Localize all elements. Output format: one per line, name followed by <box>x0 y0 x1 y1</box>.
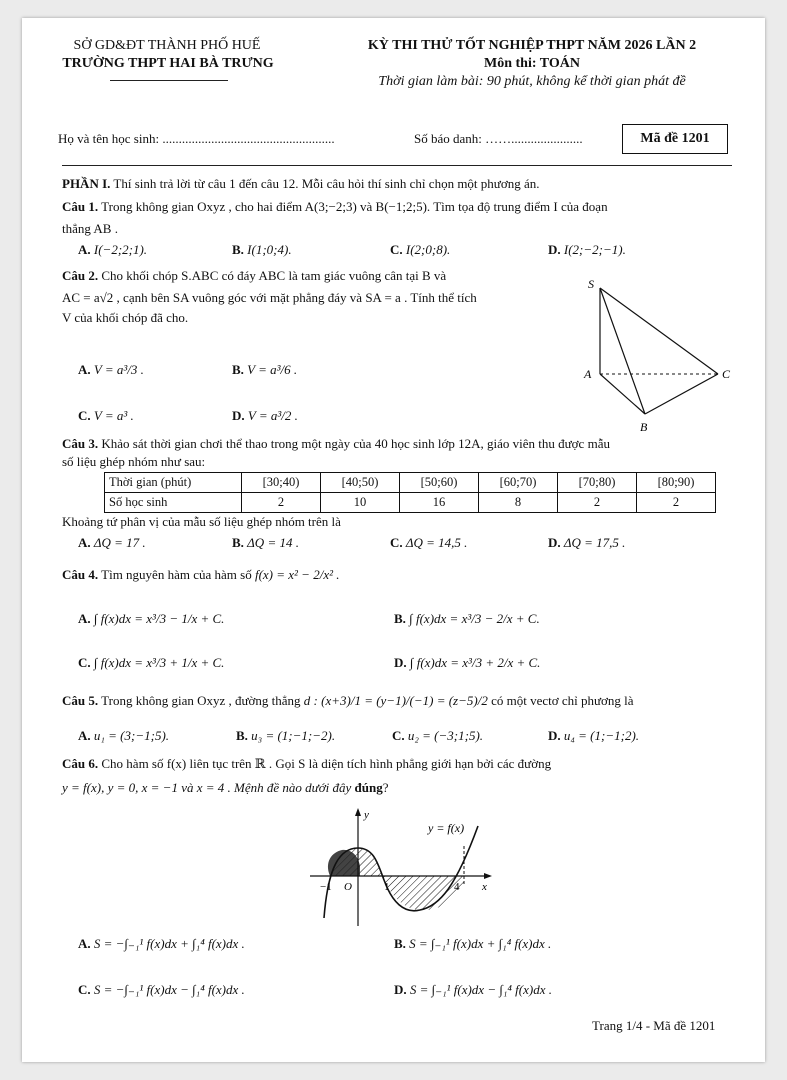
q3-option-b: B. ΔQ = 14 . <box>232 535 299 550</box>
table-cell: 16 <box>400 493 479 513</box>
q1-stem: Trong không gian Oxyz , cho hai điểm A(3;−2;3) và B(−1;2;5). Tìm tọa độ trung điểm I của đoạn <box>101 199 608 214</box>
q5-option-b: B. u₃ = (1;−1;−2). <box>236 728 336 743</box>
q5-line-equation: d : (x+3)/1 = (y−1)/(−1) = (z−5)/2 <box>303 693 488 708</box>
q3-stem-cont: số liệu ghép nhóm như sau: <box>62 454 206 469</box>
student-name-field: Họ và tên học sinh: ..................................................... <box>58 131 335 146</box>
vertex-a-label: A <box>584 367 592 381</box>
origin-label: O <box>344 881 352 893</box>
q3-option-d: D. ΔQ = 17,5 . <box>548 535 626 550</box>
table-cell: [30;40) <box>242 473 321 493</box>
q3-question: Khoảng tứ phân vị của mẫu số liệu ghép nhóm trên là <box>62 514 341 529</box>
page-footer: Trang 1/4 - Mã đề 1201 <box>592 1018 716 1033</box>
q1-option-a: A. I(−2;2;1). <box>78 242 148 257</box>
table-cell: 2 <box>242 493 321 513</box>
duration: Thời gian làm bài: 90 phút, không kể thời gian phát đề <box>378 74 686 89</box>
q2-text <box>62 268 446 284</box>
q4-label: Câu 4. <box>62 567 99 582</box>
table-cell: [50;60) <box>400 473 479 493</box>
table-row <box>105 493 716 513</box>
q5-stem-cont: có một vectơ chỉ phương là <box>491 693 634 708</box>
q3-label: Câu 3. <box>62 436 99 451</box>
table-cell: [60;70) <box>479 473 558 493</box>
q5-stem: Trong không gian Oxyz , đường thẳng <box>101 693 301 708</box>
q4-function: f(x) = x² − 2/x² . <box>254 567 340 582</box>
header-underline <box>110 80 228 81</box>
table-cell: [40;50) <box>321 473 400 493</box>
pyramid-figure <box>570 274 740 446</box>
exam-code-box: Mã đề 1201 <box>622 124 728 154</box>
q1-label: Câu 1. <box>62 199 99 214</box>
q2-stem-cont2: V của khối chóp đã cho. <box>62 310 189 325</box>
q3-option-c: C. ΔQ = 14,5 . <box>390 535 468 550</box>
curve-label: y = f(x) <box>428 821 465 835</box>
q2-label: Câu 2. <box>62 268 99 283</box>
student-id-field: Số báo danh: ……...................... <box>414 131 583 146</box>
vertex-s-label: S <box>588 277 594 291</box>
school-name: TRƯỜNG THPT HAI BÀ TRƯNG <box>62 56 274 71</box>
q2-stem: Cho khối chóp S.ABC có đáy ABC là tam giác vuông cân tại B và <box>101 268 447 283</box>
q5-option-c: C. u₂ = (−3;1;5). <box>392 728 484 743</box>
x-axis-label: x <box>482 881 487 893</box>
tick-four: 4 <box>454 881 460 893</box>
table-header-cell: Số học sinh <box>105 493 242 513</box>
table-header-cell: Thời gian (phút) <box>105 473 242 493</box>
part1-title: PHẦN I. <box>62 176 111 191</box>
q1-option-d: D. I(2;−2;−1). <box>548 242 626 257</box>
q3-option-a: A. ΔQ = 17 . <box>78 535 146 550</box>
school-dept: SỞ GD&ĐT THÀNH PHỐ HUẾ <box>73 38 261 53</box>
header-divider <box>62 165 732 166</box>
q3-stem: Khảo sát thời gian chơi thể thao trong một ngày của 40 học sinh lớp 12A, giáo viên thu được mẫu <box>101 436 610 451</box>
q1-stem-cont: thẳng AB . <box>62 221 118 236</box>
y-axis-label: y <box>364 809 369 821</box>
vertex-c-label: C <box>722 367 731 381</box>
tick-minus-one: −1 <box>320 881 332 893</box>
q1-option-c: C. I(2;0;8). <box>390 242 451 257</box>
table-cell: 2 <box>637 493 716 513</box>
q4-option-c: C. ∫ f(x)dx = x³/3 + 1/x + C. <box>78 655 225 670</box>
exam-title: KỲ THI THỬ TỐT NGHIỆP THPT NĂM 2026 LẦN 2 <box>367 38 697 53</box>
table-row <box>105 473 716 493</box>
tick-one: 1 <box>384 881 390 893</box>
q2-option-c: C. V = a³ . <box>78 408 134 423</box>
q6-option-c: C. S = −∫₋₁¹ f(x)dx − ∫₁⁴ f(x)dx . <box>78 982 245 997</box>
q5-text <box>62 693 634 709</box>
q2-option-b: B. V = a³/6 . <box>232 362 298 377</box>
q6-stem: Cho hàm số f(x) liên tục trên ℝ . Gọi S là diện tích hình phẳng giới hạn bởi các đường <box>101 756 552 771</box>
part1-instruction: Thí sinh trả lời từ câu 1 đến câu 12. Mỗi câu hỏi thí sinh chỉ chọn một phương án. <box>113 176 540 191</box>
q3-text <box>62 436 610 452</box>
table-cell: [70;80) <box>558 473 637 493</box>
q6-option-b: B. S = ∫₋₁¹ f(x)dx + ∫₁⁴ f(x)dx . <box>394 936 552 951</box>
q1-text <box>62 199 608 215</box>
q6-stem-cont: y = f(x), y = 0, x = −1 và x = 4 . Mệnh đề nào dưới đây đúng? <box>62 780 389 795</box>
q4-option-b: B. ∫ f(x)dx = x³/3 − 2/x + C. <box>394 611 540 626</box>
q4-stem: Tìm nguyên hàm của hàm số <box>101 567 252 582</box>
q5-label: Câu 5. <box>62 693 99 708</box>
q4-text <box>62 567 340 583</box>
q2-option-a: A. V = a³/3 . <box>78 362 144 377</box>
part1-line <box>62 176 539 192</box>
table-cell: 2 <box>558 493 637 513</box>
frequency-table <box>104 472 716 513</box>
table-cell: 10 <box>321 493 400 513</box>
q4-option-a: A. ∫ f(x)dx = x³/3 − 1/x + C. <box>78 611 225 626</box>
table-cell: [80;90) <box>637 473 716 493</box>
q5-option-d: D. u₄ = (1;−1;2). <box>548 728 640 743</box>
q1-option-b: B. I(1;0;4). <box>232 242 292 257</box>
vertex-b-label: B <box>640 420 648 434</box>
q6-text <box>62 756 551 772</box>
exam-page <box>22 18 765 1062</box>
q5-option-a: A. u₁ = (3;−1;5). <box>78 728 170 743</box>
q6-label: Câu 6. <box>62 756 99 771</box>
table-cell: 8 <box>479 493 558 513</box>
q6-option-a: A. S = −∫₋₁¹ f(x)dx + ∫₁⁴ f(x)dx . <box>78 936 245 951</box>
q4-option-d: D. ∫ f(x)dx = x³/3 + 2/x + C. <box>394 655 541 670</box>
subject: Môn thi: TOÁN <box>484 56 580 71</box>
q2-option-d: D. V = a³/2 . <box>232 408 298 423</box>
q6-option-d: D. S = ∫₋₁¹ f(x)dx − ∫₁⁴ f(x)dx . <box>394 982 552 997</box>
function-graph <box>306 806 496 928</box>
q2-stem-cont: AC = a√2 , cạnh bên SA vuông góc với mặt phẳng đáy và SA = a . Tính thể tích <box>62 290 477 305</box>
